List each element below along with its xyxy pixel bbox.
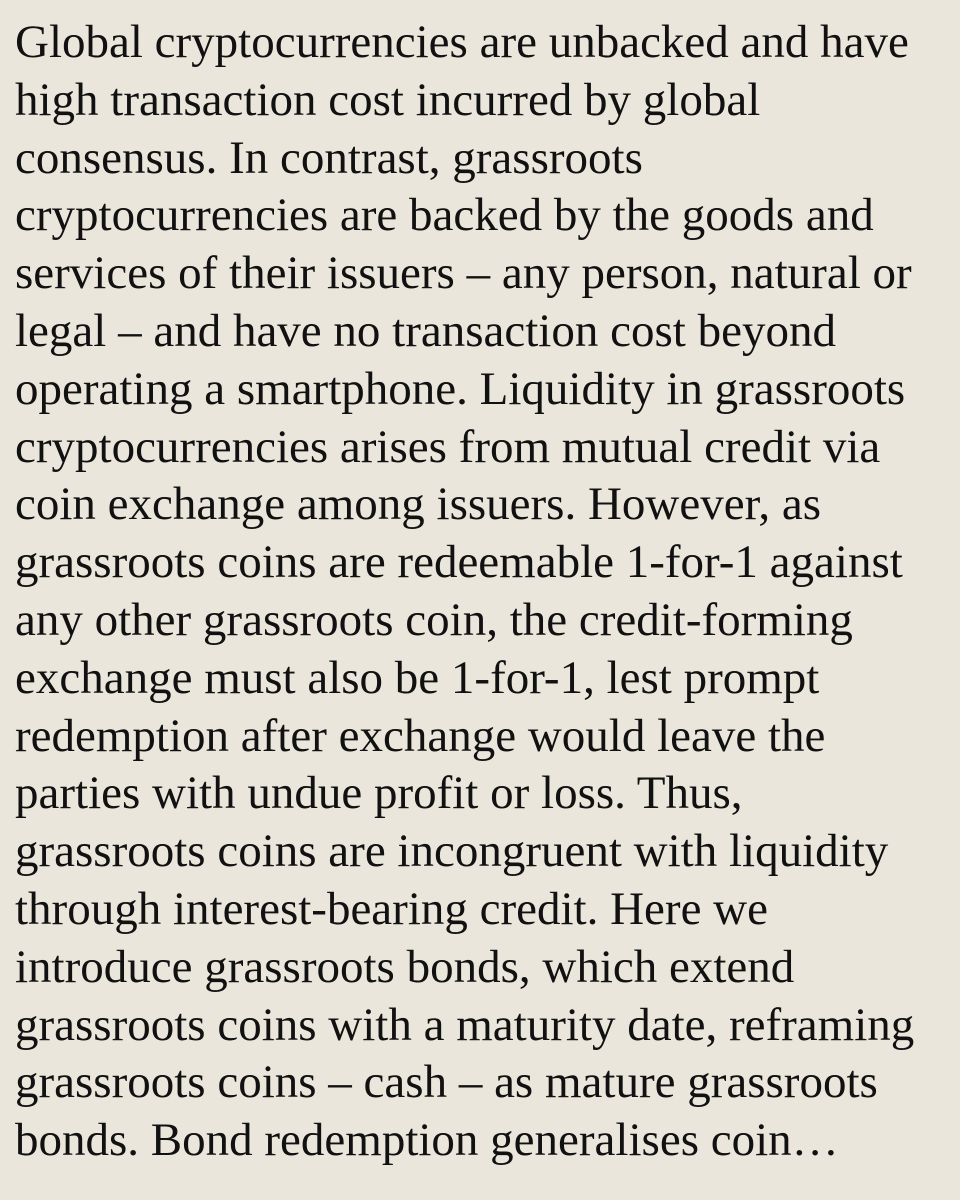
text-line: consensus. In contrast, grassroots [15, 131, 643, 184]
text-line: redemption after exchange would leave the [15, 709, 826, 762]
text-line: through interest-bearing credit. Here we [15, 882, 768, 935]
text-line: cryptocurrencies arises from mutual credit via [15, 420, 881, 473]
text-line: exchange must also be 1-for-1, lest prompt [15, 651, 820, 704]
abstract-text [15, 14, 960, 1170]
text-line: grassroots coins are incongruent with liquidity [15, 825, 889, 878]
text-line: bonds. Bond redemption generalises coin… [15, 1114, 839, 1167]
text-line: coin exchange among issuers. However, as [15, 478, 821, 531]
text-line: grassroots coins are redeemable 1-for-1 against [15, 536, 903, 589]
text-line: operating a smartphone. Liquidity in grassroots [15, 362, 906, 415]
text-line: Global cryptocurrencies are unbacked and have [15, 16, 909, 68]
text-line: introduce grassroots bonds, which extend [15, 940, 795, 993]
text-line: parties with undue profit or loss. Thus, [15, 767, 743, 820]
text-line: any other grassroots coin, the credit-forming [15, 593, 853, 646]
text-line: cryptocurrencies are backed by the goods and [15, 189, 874, 242]
text-line: high transaction cost incurred by global [15, 73, 761, 126]
text-line: legal – and have no transaction cost beyond [15, 304, 836, 357]
text-line: grassroots coins with a maturity date, reframing [15, 998, 915, 1051]
text-line: services of their issuers – any person, natural or [15, 247, 912, 300]
text-line: grassroots coins – cash – as mature grassroots [15, 1056, 878, 1109]
